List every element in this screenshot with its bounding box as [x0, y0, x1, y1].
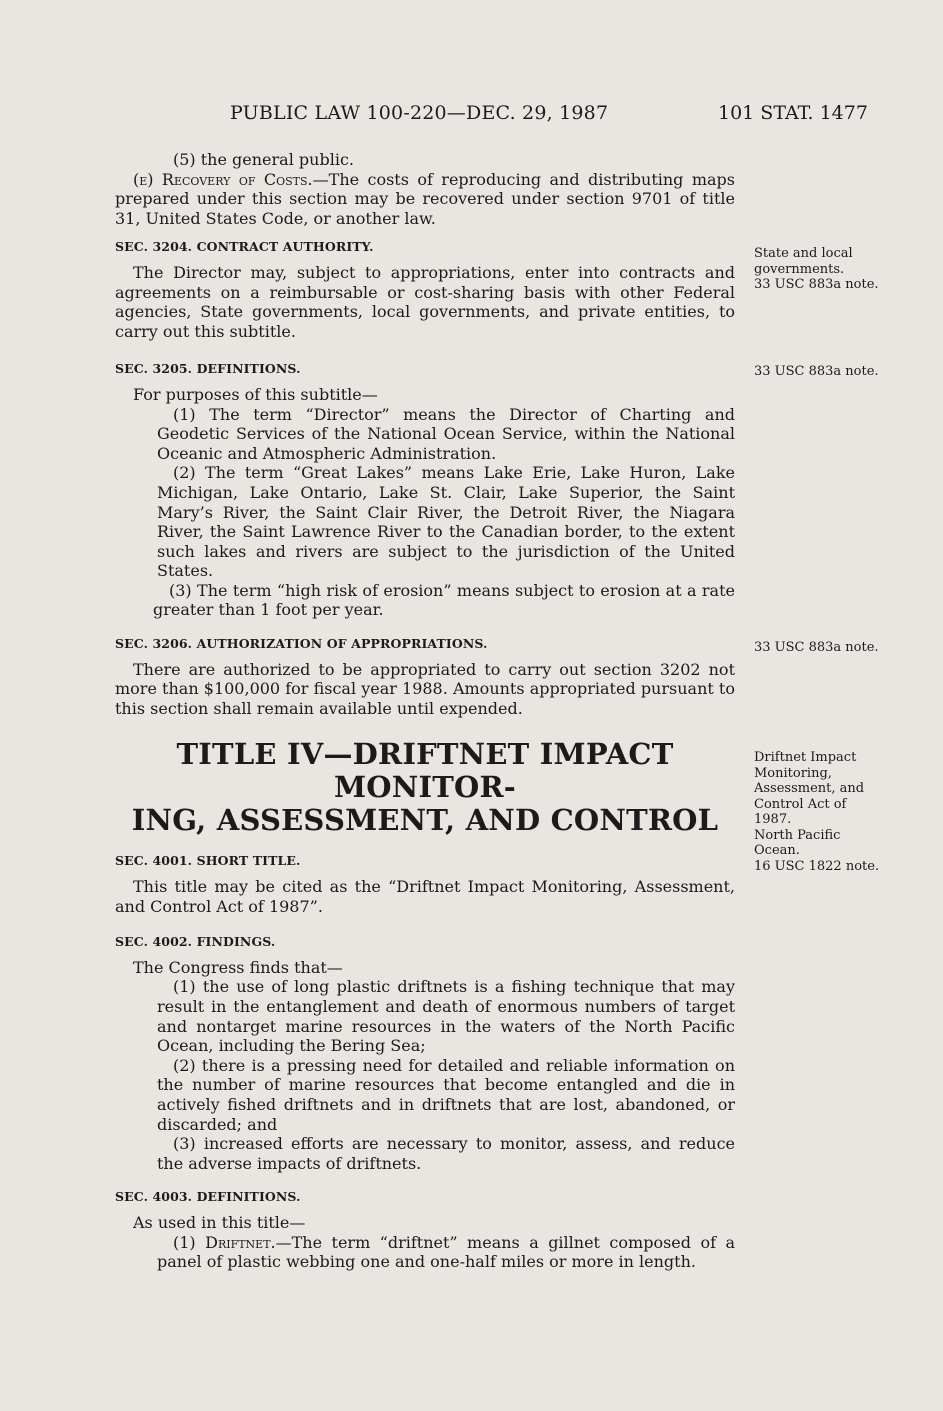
paragraph: The Director may, subject to appropriations, enter into contracts and agreements on a reimbursable or cost-sharing basis with other Federal agencies, State governments, local governments, and private entities, to carry out this subtitle. [115, 262, 735, 341]
section-heading: SEC. 4002. FINDINGS. [115, 934, 276, 950]
section-heading: SEC. 3205. DEFINITIONS. [115, 361, 301, 377]
paragraph: The Congress finds that— [133, 957, 343, 977]
margin-note: State and local governments. 33 USC 883a note. [754, 246, 879, 292]
paragraph: (5) the general public. [173, 150, 354, 169]
list-item: (3) The term “high risk of erosion” means subject to erosion at a rate greater than 1 foot per year. [153, 580, 735, 620]
section-heading: SEC. 3204. CONTRACT AUTHORITY. [115, 239, 374, 255]
statute-page-number: 101 STAT. 1477 [718, 102, 868, 124]
list-item: (1) The term “Director” means the Director of Charting and Geodetic Services of the National Ocean Service, within the National Oceanic and Atmospheric Administration. [157, 404, 735, 463]
paragraph: As used in this title— [133, 1212, 306, 1232]
paragraph: This title may be cited as the “Driftnet Impact Monitoring, Assessment, and Control Act of 1987”. [115, 877, 735, 916]
main-text-column [115, 150, 735, 1272]
list-item: (2) The term “Great Lakes” means Lake Erie, Lake Huron, Lake Michigan, Lake Ontario, Lake St. Clair, Lake Superior, the Saint Mary’s River, the Saint Clair River, the Detroit River, the Niagara River, the Saint Lawrence River to the Canadian border, to the extent such lakes and rivers are subject to the jurisdiction of the United States. [157, 463, 735, 581]
section-heading: SEC. 4003. DEFINITIONS. [115, 1189, 301, 1205]
running-header: PUBLIC LAW 100-220—DEC. 29, 1987 [230, 102, 609, 124]
paragraph: (e) Recovery of Costs.—The costs of reproducing and distributing maps prepared under this section may be recovered under section 9701 of title 31, United States Code, or another law. [115, 169, 735, 228]
margin-note: 33 USC 883a note. [754, 640, 879, 655]
section-heading: SEC. 3206. AUTHORIZATION OF APPROPRIATIONS. [115, 636, 488, 652]
list-item: (2) there is a pressing need for detailed and reliable information on the number of marine resources that become entangled and die in actively fished driftnets and in driftnets that are lost, abandoned, or discarded; and [157, 1055, 735, 1134]
list-item: (3) increased efforts are necessary to monitor, assess, and reduce the adverse impacts of driftnets. [157, 1134, 735, 1173]
margin-note: Driftnet Impact Monitoring, Assessment, and Control Act of 1987. North Pacific Ocean. 16 USC 1822 note. [754, 750, 880, 874]
title-heading: TITLE IV—DRIFTNET IMPACT MONITOR- ING, ASSESSMENT, AND CONTROL [131, 737, 719, 838]
subsection-label: (e) Recovery of Costs. [133, 169, 313, 189]
list-item: (1) the use of long plastic driftnets is a fishing technique that may result in the entanglement and death of enormous numbers of target and nontarget marine resources in the waters of the North Pacific Ocean, including the Bering Sea; [157, 977, 735, 1056]
section-heading: SEC. 4001. SHORT TITLE. [115, 853, 301, 869]
paragraph: There are authorized to be appropriated to carry out section 3202 not more than $100,000 for fiscal year 1988. Amounts appropriated pursuant to this section shall remain available until expended. [115, 659, 735, 718]
bleed-through-decoration: ⠀ [780, 580, 790, 595]
margin-note: 33 USC 883a note. [754, 364, 879, 379]
definition-label: (1) Driftnet. [173, 1232, 276, 1252]
list-item: (1) Driftnet.—The term “driftnet” means a gillnet composed of a panel of plastic webbing one and one-half miles or more in length. [157, 1232, 735, 1272]
paragraph: For purposes of this subtitle— [133, 384, 378, 404]
